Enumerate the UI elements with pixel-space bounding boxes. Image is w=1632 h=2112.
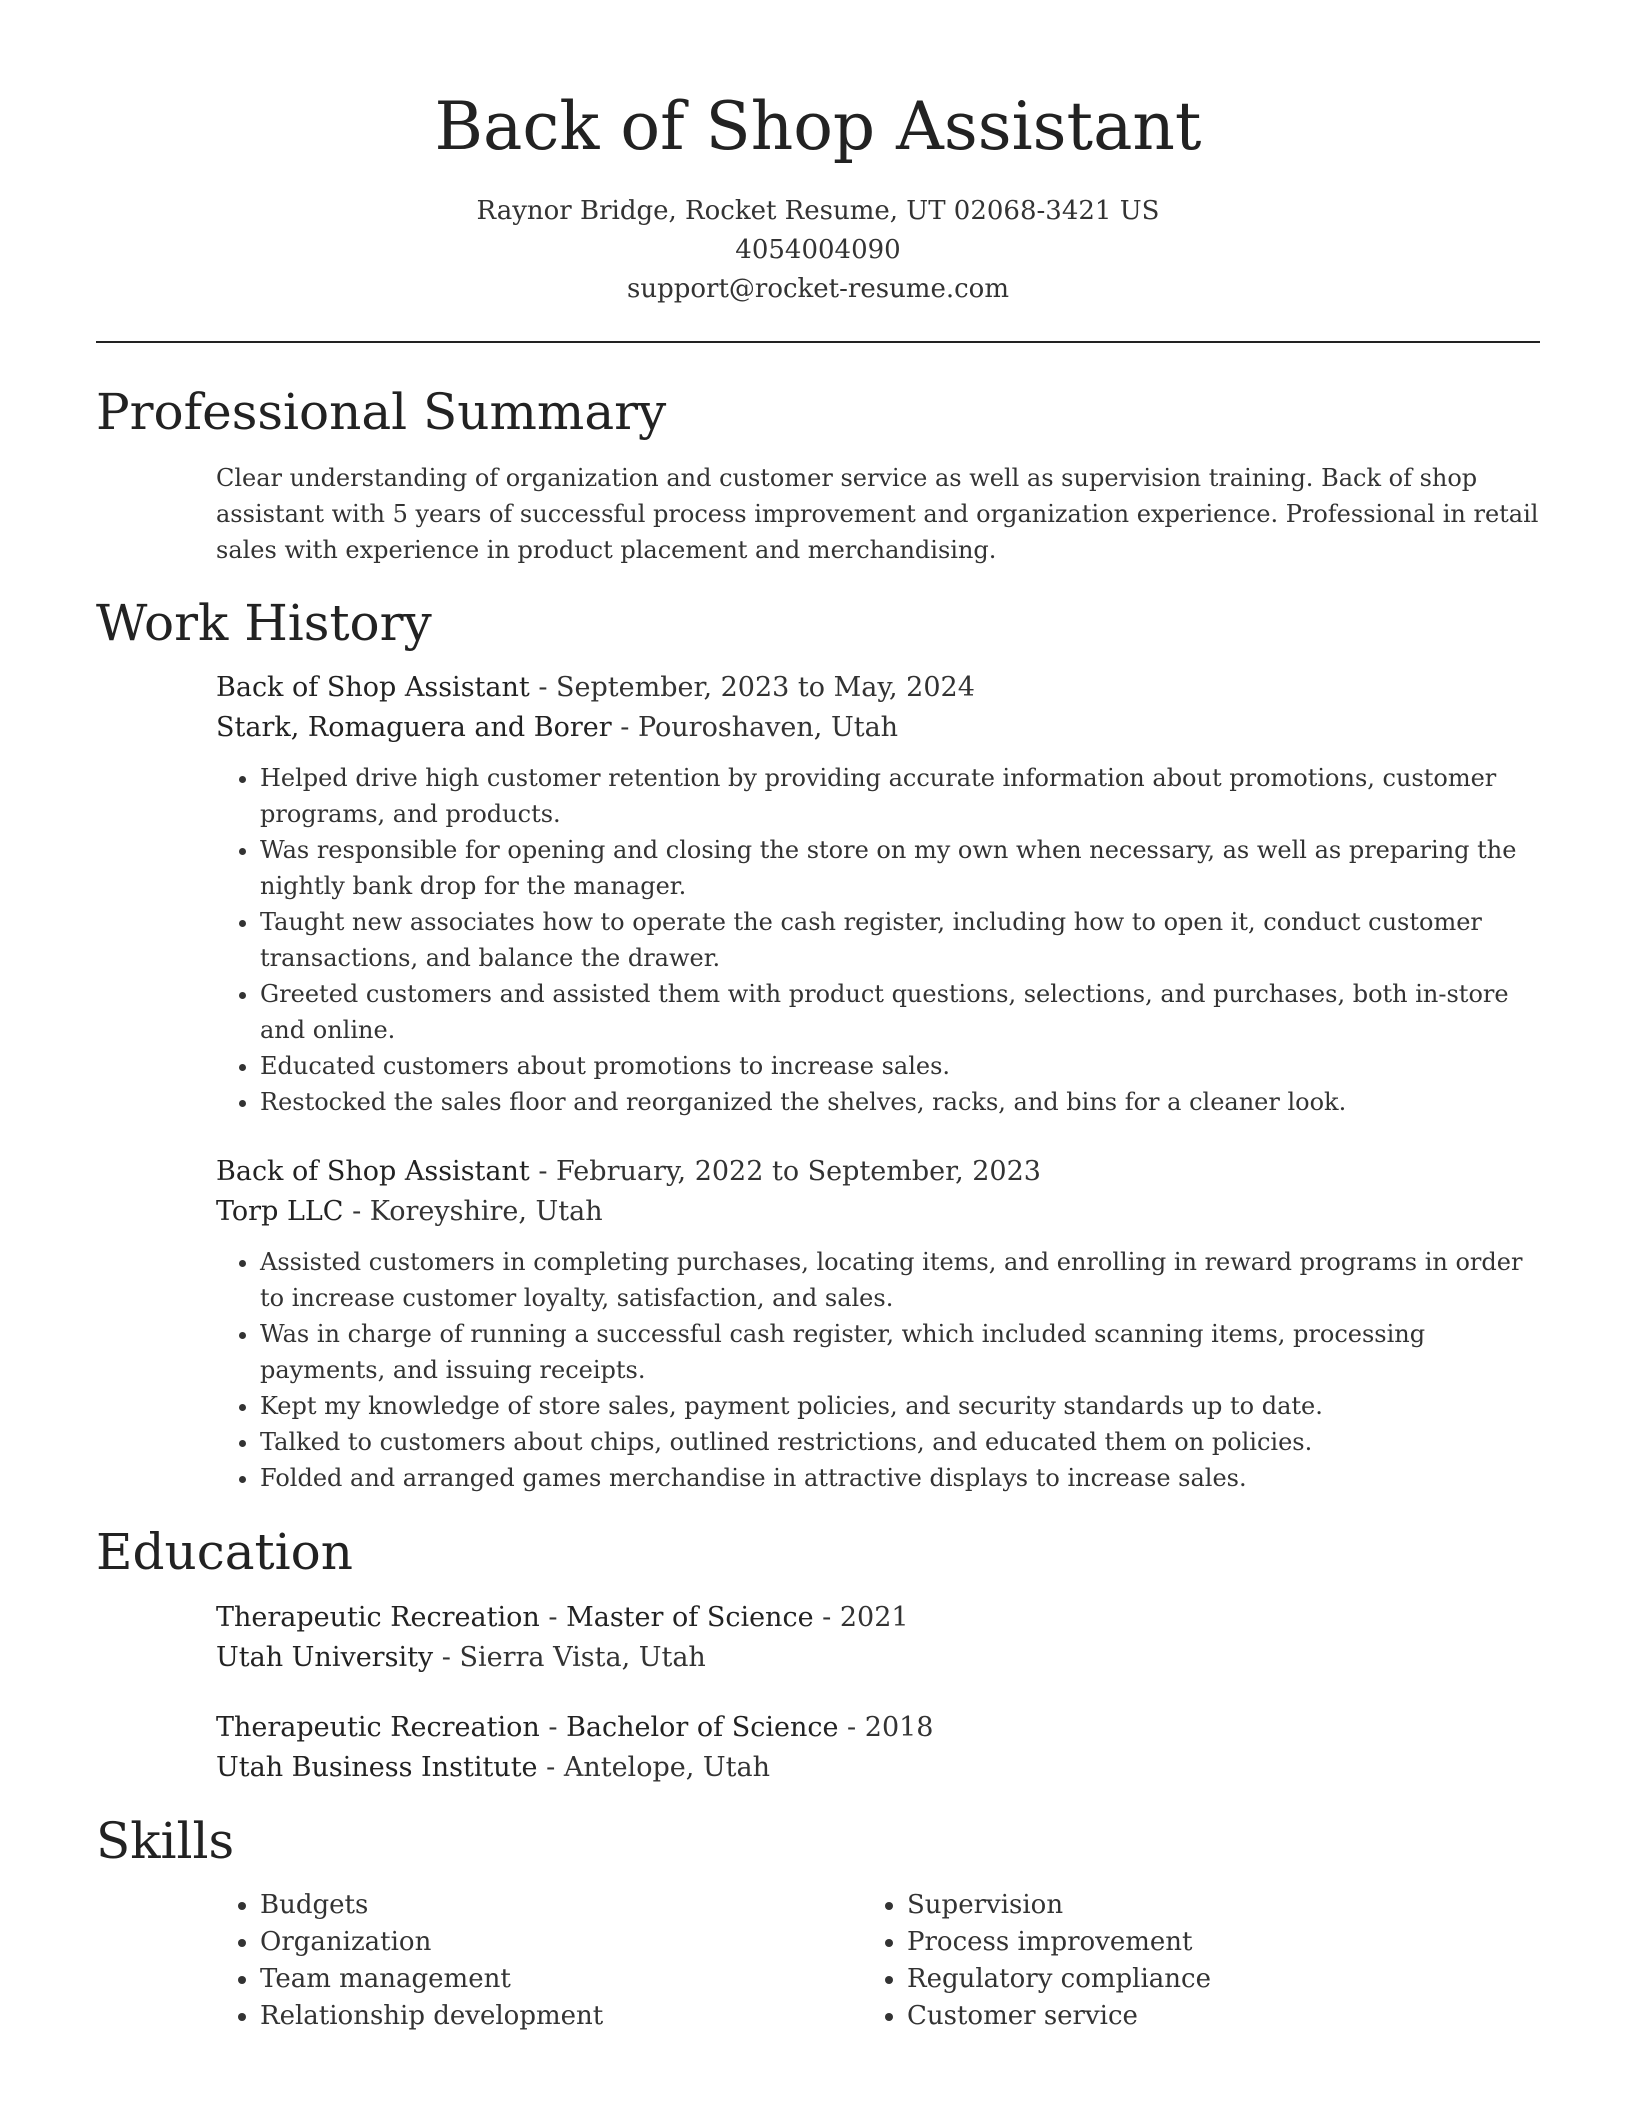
skill-item: • Process improvement — [907, 1924, 1463, 1961]
job-dates: September, 2023 to May, 2024 — [556, 672, 975, 703]
summary-heading: Professional Summary — [96, 383, 667, 441]
contact-info — [96, 192, 1540, 309]
school-name: Utah University — [216, 1642, 434, 1673]
job-company: Stark, Romaguera and Borer — [216, 712, 612, 743]
degree-year: 2021 — [839, 1602, 909, 1633]
school-name: Utah Business Institute — [216, 1752, 538, 1783]
skills-heading: Skills — [96, 1812, 235, 1870]
separator: - — [548, 1602, 567, 1633]
summary-text: Clear understanding of organization and customer service as well as supervision training. Back of shop assistant with 5 years of successful process improvement and organization experience. Professional in retail sales with experience in product placement and merchandising. — [216, 464, 1539, 564]
job-bullet: • Talked to customers about chips, outlined restrictions, and educated them on policies. — [260, 1424, 1540, 1460]
job-bullets — [216, 760, 1540, 1120]
job-bullet: • Folded and arranged games merchandise in attractive displays to increase sales. — [260, 1460, 1540, 1496]
skill-item: • Relationship development — [260, 1998, 816, 2035]
school-line — [216, 1638, 1540, 1678]
job-location: Koreyshire, Utah — [369, 1196, 603, 1227]
job-bullet: • Educated customers about promotions to increase sales. — [260, 1048, 1540, 1084]
contact-email: support@rocket-resume.com — [626, 274, 1009, 304]
summary-section — [216, 460, 1540, 568]
job-bullet: • Helped drive high customer retention by providing accurate information about promotions, customer programs, and products. — [260, 760, 1540, 832]
header-divider — [96, 341, 1540, 343]
job-dates: February, 2022 to September, 2023 — [556, 1156, 1041, 1187]
school-line — [216, 1748, 1540, 1788]
separator: - — [441, 1642, 460, 1673]
job-bullet: • Was responsible for opening and closing the store on my own when necessary, as well as preparing the nightly bank drop for the manager. — [260, 832, 1540, 904]
separator: - — [352, 1196, 370, 1227]
job-location: Pouroshaven, Utah — [637, 712, 899, 743]
job-bullet: • Taught new associates how to operate the cash register, including how to open it, conduct customer transactions, and balance the drawer. — [260, 904, 1540, 976]
degree-field: Therapeutic Recreation — [216, 1602, 540, 1633]
job-bullet: • Assisted customers in completing purchases, locating items, and enrolling in reward programs in order to increase customer loyalty, satisfaction, and sales. — [260, 1244, 1540, 1316]
job-bullets — [216, 1244, 1540, 1496]
job-bullet: • Restocked the sales floor and reorganized the shelves, racks, and bins for a cleaner look. — [260, 1084, 1540, 1120]
contact-phone: 4054004090 — [735, 235, 901, 265]
degree-field: Therapeutic Recreation — [216, 1712, 540, 1743]
skill-item: • Organization — [260, 1924, 816, 1961]
contact-address: Raynor Bridge, Rocket Resume, UT 02068-3421 US — [476, 196, 1160, 226]
skill-item: • Budgets — [260, 1887, 816, 1924]
candidate-name: Back of Shop Assistant — [434, 88, 1202, 165]
separator: - — [548, 1712, 567, 1743]
education-heading: Education — [96, 1523, 353, 1581]
job-bullet: • Greeted customers and assisted them with product questions, selections, and purchases, both in-store and online. — [260, 976, 1540, 1048]
degree-name: Master of Science — [566, 1602, 814, 1633]
separator: - — [620, 712, 638, 743]
separator: - — [822, 1602, 840, 1633]
skills-column-left — [216, 1887, 816, 2035]
skills-column-right — [863, 1887, 1463, 2035]
skill-item: • Customer service — [907, 1998, 1463, 2035]
separator: - — [847, 1712, 865, 1743]
degree-name: Bachelor of Science — [566, 1712, 839, 1743]
job-bullet: • Was in charge of running a successful cash register, which included scanning items, processing payments, and issuing receipts. — [260, 1316, 1540, 1388]
separator: - — [546, 1752, 564, 1783]
job-company: Torp LLC — [216, 1196, 344, 1227]
separator: - — [538, 1156, 557, 1187]
school-location: Antelope, Utah — [563, 1752, 770, 1783]
job-company-line — [216, 708, 1540, 748]
skill-item: • Team management — [260, 1961, 816, 1998]
job-role: Back of Shop Assistant — [216, 672, 530, 703]
degree-line — [216, 1598, 1540, 1638]
degree-line — [216, 1708, 1540, 1748]
job-company-line — [216, 1192, 1540, 1232]
job-title-line — [216, 668, 1540, 708]
school-location: Sierra Vista, Utah — [459, 1642, 706, 1673]
job-title-line — [216, 1152, 1540, 1192]
education-entry — [216, 1708, 1540, 1788]
job-entry — [216, 668, 1540, 1120]
work-history-heading: Work History — [96, 594, 432, 652]
skill-item: • Supervision — [907, 1887, 1463, 1924]
job-bullet: • Kept my knowledge of store sales, payment policies, and security standards up to date. — [260, 1388, 1540, 1424]
job-role: Back of Shop Assistant — [216, 1156, 530, 1187]
skill-item: • Regulatory compliance — [907, 1961, 1463, 1998]
job-entry — [216, 1152, 1540, 1496]
education-entry — [216, 1598, 1540, 1678]
degree-year: 2018 — [864, 1712, 934, 1743]
separator: - — [538, 672, 557, 703]
